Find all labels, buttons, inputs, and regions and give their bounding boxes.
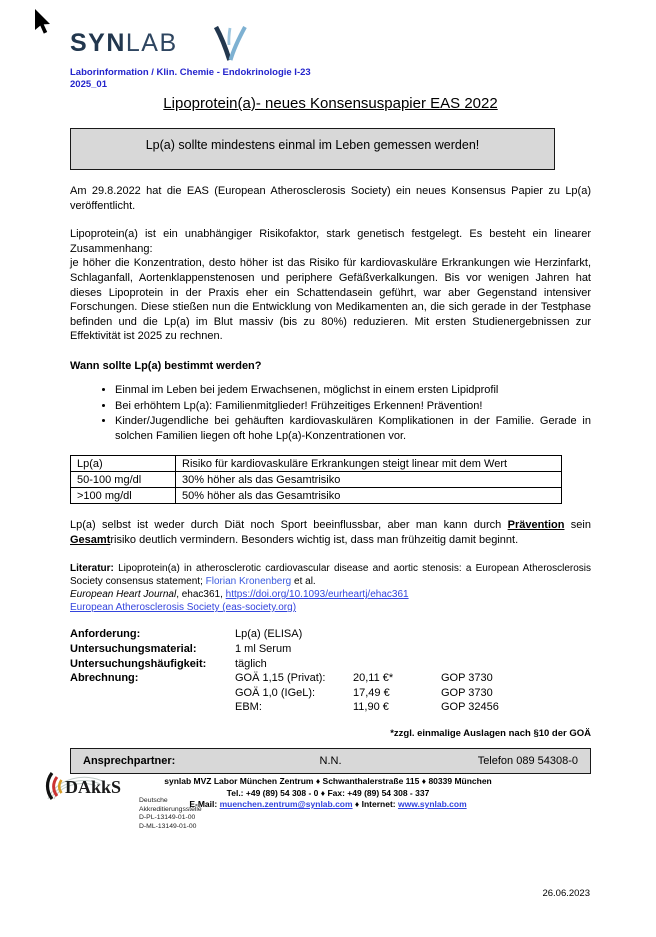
- billing-price: 20,11 €*: [353, 672, 394, 685]
- address-line2: Tel.: +49 (89) 54 308 - 0 ♦ Fax: +49 (89) 54 308 - 337: [226, 787, 430, 798]
- gesamt-emphasis: Gesamt: [70, 533, 111, 546]
- lab-info-subtitle: [70, 67, 591, 90]
- contact-name: N.N.: [319, 754, 342, 767]
- table-cell: 50% höher als das Gesamtrisiko: [176, 488, 562, 504]
- spec-label: Anforderung:: [70, 628, 141, 641]
- praevention-emphasis: Prävention: [507, 519, 565, 532]
- subtitle-line2: 2025_01: [70, 78, 107, 90]
- question-heading: Wann sollte Lp(a) bestimmt werden?: [70, 359, 262, 372]
- spec-value: täglich: [235, 657, 267, 670]
- key-message-text: Lp(a) sollte mindestens einmal im Leben gemessen werden!: [145, 138, 480, 152]
- address-line3: E-Mail: muenchen.zentrum@synlab.com ♦ Internet: www.synlab.com: [189, 799, 467, 809]
- eas-line: [70, 601, 591, 614]
- document-date: 26.06.2023: [542, 888, 590, 899]
- page-title: Lipoprotein(a)- neues Konsensuspapier EAS 2022: [163, 95, 498, 112]
- synlab-logo-text: [70, 29, 178, 57]
- table-cell: 50-100 mg/dl: [71, 472, 176, 488]
- spec-row-billing: [70, 686, 591, 701]
- contact-label: Ansprechpartner:: [83, 754, 176, 767]
- spec-label: Abrechnung:: [70, 672, 139, 685]
- order-specs: [70, 627, 591, 715]
- footer-address: [0, 776, 656, 811]
- spec-row-haeufigkeit: [70, 657, 591, 672]
- journal-line: European Heart Journal, ehac361, https://doi.org/10.1093/eurheartj/ehac361: [70, 588, 409, 600]
- table-cell: >100 mg/dl: [71, 488, 176, 504]
- website-link[interactable]: www.synlab.com: [397, 799, 467, 809]
- logo-syn-text: SYN: [70, 29, 126, 57]
- table-row: [71, 456, 562, 472]
- list-item: • Kinder/Jugendliche bei gehäuften kardiovaskulären Komplikationen in der Familie. Gerade in solchen Familien liegen oft hohe Lp(a)-Konzentrationen vor.: [115, 414, 591, 443]
- billing-footnote: *zzgl. einmalige Auslagen nach §10 der GOÄ: [390, 727, 591, 739]
- literature-citation: Literatur: Lipoprotein(a) in atherosclerotic cardiovascular disease and aortic stenosis: a European Atherosclerosis Society consensus statement; Florian Kronenberg et al.: [70, 562, 591, 587]
- main-paragraph-part2: je höher die Konzentration, desto höher ist das Risiko für kardiovaskuläre Erkrankungen wie Herzinfarkt, Schlaganfall, Aortenklappenstenosen und periphere Gefäßverkalkungen. Bis vor wenigen Jahren hat dieses Lipoprotein in der Praxis eher ein Schattendasein geführt, war aber Gegenstand intensiver Forschungen. Diese stießen nun die Entwicklung von Medikamenten an, die sich gerade in der Testphase befinden und die Lp(a) im Blut massiv (bis zu 80%) reduzieren. Mit ersten Studienergebnissen zur Effektivität ist 2025 zu rechnen.: [70, 257, 591, 343]
- contact-phone: Telefon 089 54308-0: [477, 754, 578, 767]
- synlab-y-icon: [212, 26, 248, 62]
- list-item: • Bei erhöhtem Lp(a): Familienmitglieder! Frühzeitiges Erkennen! Prävention!: [115, 399, 591, 414]
- literature-block: [70, 562, 591, 615]
- list-item: • Einmal im Leben bei jedem Erwachsenen, möglichst in einem ersten Lipidprofil: [115, 383, 591, 398]
- spec-value: Lp(a) (ELISA): [235, 628, 303, 641]
- billing-gop: GOP 32456: [441, 701, 499, 714]
- billing-scheme: GOÄ 1,15 (Privat):: [235, 672, 326, 685]
- table-cell: 30% höher als das Gesamtrisiko: [176, 472, 562, 488]
- billing-gop: GOP 3730: [441, 672, 493, 685]
- indication-list: [70, 383, 591, 443]
- mouse-cursor-icon: [34, 9, 54, 37]
- doi-link[interactable]: https://doi.org/10.1093/eurheartj/ehac361: [225, 588, 409, 600]
- billing-gop: GOP 3730: [441, 686, 493, 699]
- main-paragraph-part1: Lipoprotein(a) ist ein unabhängiger Risikofaktor, stark genetisch festgelegt. Es besteht ein linearer Zusammenhang:: [70, 228, 591, 255]
- spec-row-anforderung: [70, 627, 591, 642]
- key-message-banner: [70, 128, 555, 170]
- journal-name: European Heart Journal: [70, 588, 177, 600]
- author-link[interactable]: Florian Kronenberg: [205, 575, 292, 587]
- literature-label: Literatur:: [70, 562, 114, 574]
- address-line1: synlab MVZ Labor München Zentrum ♦ Schwanthalerstraße 115 ♦ 80339 München: [164, 776, 492, 786]
- intro-paragraph: Am 29.8.2022 hat die EAS (European Atherosclerosis Society) ein neues Konsensus Papier zu Lp(a) veröffentlicht.: [70, 185, 591, 212]
- page-footer: [0, 770, 656, 860]
- spec-row-billing: [70, 700, 591, 715]
- risk-table: [70, 455, 562, 504]
- spec-row-abrechnung: [70, 671, 591, 686]
- prevention-paragraph: Lp(a) selbst ist weder durch Diät noch Sport beeinflussbar, aber man kann durch Prävention sein Gesamtrisiko deutlich vermindern. Besonders wichtig ist, dass man frühzeitig damit beginnt.: [70, 519, 591, 546]
- email-link[interactable]: muenchen.zentrum@synlab.com: [219, 799, 353, 809]
- dakks-text-lines: Deutsche Akkreditierungsstelle D-PL-13149-01-00 D-ML-13149-01-00: [139, 797, 202, 830]
- subtitle-line1: Laborinformation / Klin. Chemie - Endokrinologie I-23: [70, 67, 311, 78]
- billing-scheme: EBM:: [235, 701, 262, 714]
- logo-lab-text: LAB: [125, 29, 178, 57]
- main-paragraph: [70, 227, 591, 344]
- spec-label: Untersuchungshäufigkeit:: [70, 657, 207, 670]
- table-cell: Risiko für kardiovaskuläre Erkrankungen steigt linear mit dem Wert: [176, 456, 562, 472]
- svg-text:DAkkS: DAkkS: [65, 777, 122, 797]
- spec-row-material: [70, 642, 591, 657]
- billing-scheme: GOÄ 1,0 (IGeL):: [235, 686, 316, 699]
- table-row: [71, 488, 562, 504]
- table-cell: Lp(a): [71, 456, 176, 472]
- spec-value: 1 ml Serum: [235, 642, 292, 655]
- synlab-logo: [70, 26, 591, 64]
- billing-price: 17,49 €: [353, 686, 390, 699]
- table-row: [71, 472, 562, 488]
- billing-price: 11,90 €: [353, 701, 389, 714]
- eas-society-link[interactable]: European Atherosclerosis Society (eas-society.org): [70, 602, 297, 614]
- spec-label: Untersuchungsmaterial:: [70, 642, 197, 655]
